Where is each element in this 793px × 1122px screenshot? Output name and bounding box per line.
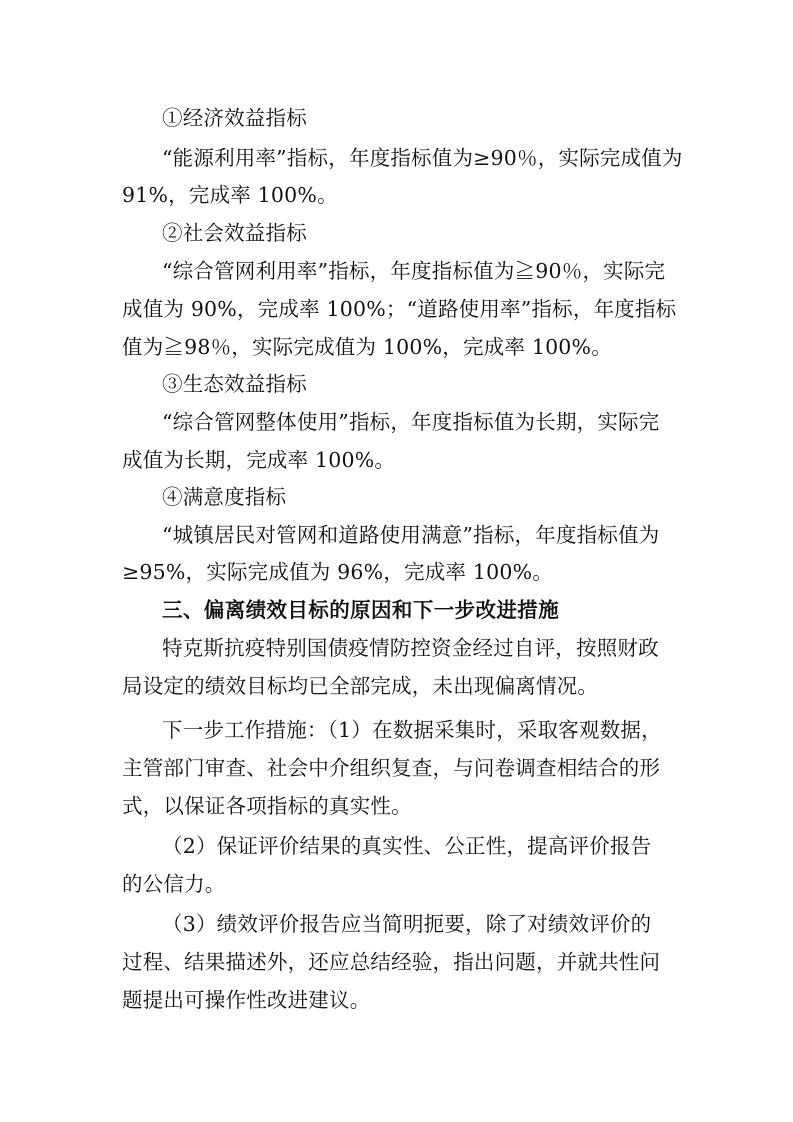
paragraph-line: 91%，完成率 100%。 — [122, 183, 338, 207]
paragraph-line: 过程、结果描述外，还应总结经验，指出问题，并就共性问 — [122, 950, 661, 974]
paragraph-line: “综合管网整体使用”指标，年度指标值为长期，实际完 — [162, 410, 660, 434]
paragraph-line: 值为≧98％，实际完成值为 100%，完成率 100%。 — [122, 335, 612, 359]
paragraph-line: 局设定的绩效目标均已全部完成，未出现偏离情况。 — [122, 674, 599, 698]
indicator-heading-ecological: ③生态效益指标 — [162, 372, 307, 396]
paragraph-line: “能源利用率”指标，年度指标值为≥90％，实际完成值为 — [162, 146, 683, 170]
paragraph-line: （2）保证评价结果的真实性、公正性，提高评价报告 — [162, 834, 652, 858]
paragraph-line: 成值为 90%，完成率 100%；“道路使用率”指标，年度指标 — [122, 297, 677, 321]
indicator-heading-satisfaction: ④满意度指标 — [162, 485, 287, 509]
paragraph-line: 下一步工作措施：（1）在数据采集时，采取客观数据， — [162, 718, 662, 742]
paragraph-line: “综合管网利用率”指标，年度指标值为≧90％，实际完 — [162, 259, 666, 283]
paragraph-line: 式，以保证各项指标的真实性。 — [122, 794, 412, 818]
paragraph-line: “城镇居民对管网和道路使用满意”指标，年度指标值为 — [162, 523, 660, 547]
paragraph-line: 成值为长期，完成率 100%。 — [122, 448, 396, 472]
paragraph-line: 主管部门审查、社会中介组织复查，与问卷调查相结合的形 — [122, 756, 661, 780]
paragraph-line: 题提出可操作性改进建议。 — [122, 988, 371, 1012]
paragraph-line: （3）绩效评价报告应当简明扼要，除了对绩效评价的 — [162, 912, 652, 936]
indicator-heading-social: ②社会效益指标 — [162, 221, 307, 245]
paragraph-line: 特克斯抗疫特别国债疫情防控资金经过自评，按照财政 — [162, 636, 659, 660]
section-heading: 三、偏离绩效目标的原因和下一步改进措施 — [162, 598, 560, 622]
indicator-heading-economic: ①经济效益指标 — [162, 106, 307, 130]
paragraph-line: ≥95%，实际完成值为 96%，完成率 100%。 — [122, 560, 553, 584]
paragraph-line: 的公信力。 — [122, 872, 226, 896]
